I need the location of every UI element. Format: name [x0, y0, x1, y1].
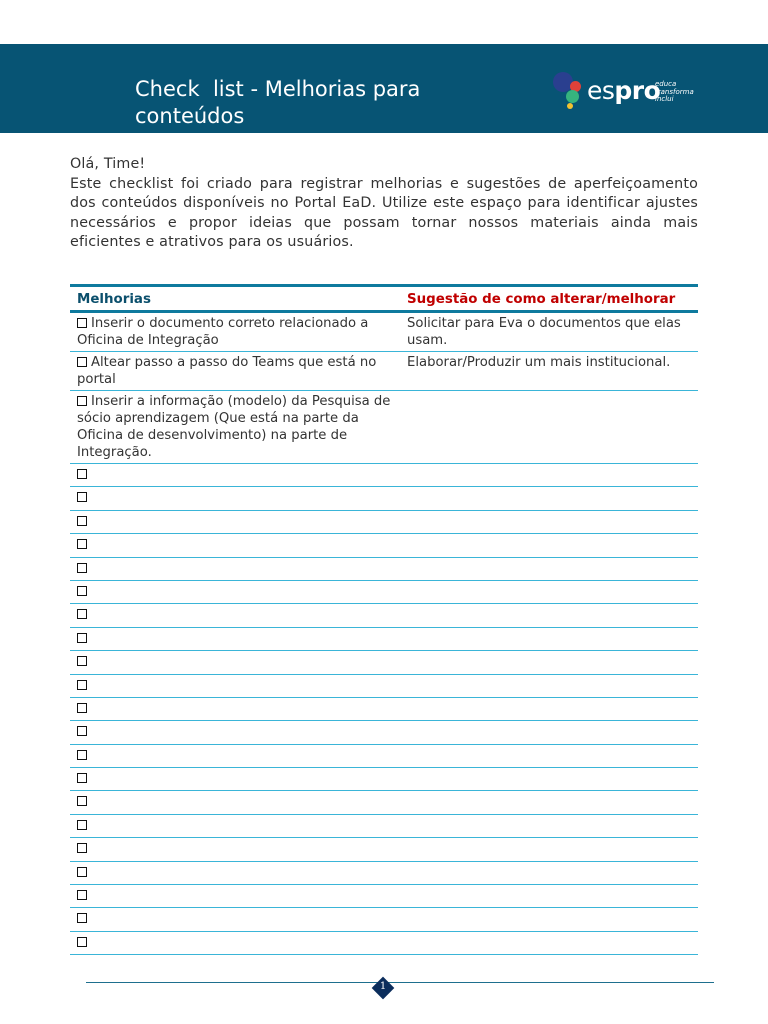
sugestao-cell	[400, 312, 698, 352]
checkbox[interactable]	[77, 843, 87, 853]
table-row-empty	[70, 861, 698, 884]
table-row-empty	[70, 931, 698, 954]
sugestao-cell	[400, 838, 698, 861]
melhoria-text: Altear passo a passo do Teams que está no portal	[77, 355, 377, 387]
page-number-badge	[372, 977, 394, 999]
sugestao-cell	[400, 814, 698, 837]
page-title: Check list - Melhorias para conteúdos	[135, 77, 428, 128]
sugestao-cell	[400, 510, 698, 533]
melhoria-cell	[70, 352, 400, 391]
checkbox[interactable]	[77, 796, 87, 806]
table-row-empty	[70, 604, 698, 627]
sugestao-cell	[400, 557, 698, 580]
table-row	[70, 391, 698, 464]
table-row-empty	[70, 487, 698, 510]
sugestao-cell	[400, 721, 698, 744]
sugestao-cell	[400, 464, 698, 487]
melhoria-cell	[70, 580, 400, 603]
sugestao-cell	[400, 931, 698, 954]
table-row	[70, 312, 698, 352]
melhoria-cell	[70, 721, 400, 744]
sugestao-cell	[400, 861, 698, 884]
checkbox[interactable]	[77, 563, 87, 573]
greeting: Olá, Time!	[70, 156, 146, 172]
table-row-empty	[70, 838, 698, 861]
checkbox[interactable]	[77, 656, 87, 666]
table-row-empty	[70, 814, 698, 837]
melhoria-cell	[70, 791, 400, 814]
checkbox[interactable]	[77, 703, 87, 713]
melhoria-cell	[70, 814, 400, 837]
table-row-empty	[70, 744, 698, 767]
table-row-empty	[70, 651, 698, 674]
intro-paragraph: Este checklist foi criado para registrar melhorias e sugestões de aperfeiçoamento dos conteúdos disponíveis no Portal EaD. Utilize este espaço para identificar ajustes necessários e propor ideias que possam tornar nossos materiais ainda mais eficientes e atrativos para os usuários.	[70, 175, 698, 251]
sugestao-cell	[400, 391, 698, 464]
sugestao-cell	[400, 651, 698, 674]
table-row-empty	[70, 791, 698, 814]
sugestao-text: Elaborar/Produzir um mais institucional.	[407, 355, 671, 370]
table-row-empty	[70, 464, 698, 487]
checkbox[interactable]	[77, 913, 87, 923]
sugestao-cell	[400, 674, 698, 697]
sugestao-cell	[400, 697, 698, 720]
melhoria-cell	[70, 312, 400, 352]
melhoria-cell	[70, 768, 400, 791]
sugestao-cell	[400, 627, 698, 650]
checkbox[interactable]	[77, 820, 87, 830]
table-row-empty	[70, 697, 698, 720]
table-row-empty	[70, 580, 698, 603]
checkbox[interactable]	[77, 609, 87, 619]
melhoria-cell	[70, 838, 400, 861]
checkbox[interactable]	[77, 516, 87, 526]
table-row-empty	[70, 721, 698, 744]
melhoria-cell	[70, 557, 400, 580]
sugestao-cell	[400, 768, 698, 791]
checkbox[interactable]	[77, 937, 87, 947]
table-row-empty	[70, 674, 698, 697]
table-row-empty	[70, 885, 698, 908]
table-row-empty	[70, 510, 698, 533]
sugestao-cell	[400, 885, 698, 908]
table-row-empty	[70, 557, 698, 580]
checkbox[interactable]	[77, 633, 87, 643]
sugestao-text: Solicitar para Eva o documentos que elas usam.	[407, 316, 681, 348]
melhoria-cell	[70, 391, 400, 464]
melhoria-cell	[70, 651, 400, 674]
sugestao-cell	[400, 908, 698, 931]
melhoria-cell	[70, 885, 400, 908]
table-row-empty	[70, 908, 698, 931]
melhoria-cell	[70, 697, 400, 720]
melhoria-cell	[70, 604, 400, 627]
melhoria-text: Inserir o documento correto relacionado a Oficina de Integração	[77, 316, 369, 348]
melhoria-cell	[70, 510, 400, 533]
header-melhorias: Melhorias	[70, 286, 400, 312]
sugestao-cell	[400, 744, 698, 767]
checkbox[interactable]	[77, 492, 87, 502]
melhoria-cell	[70, 861, 400, 884]
melhoria-cell	[70, 534, 400, 557]
logo-wordmark: espro	[587, 76, 661, 105]
sugestao-cell	[400, 604, 698, 627]
melhoria-cell	[70, 931, 400, 954]
checkbox[interactable]	[77, 396, 87, 406]
logo-dot-yellow	[567, 103, 573, 109]
sugestao-cell	[400, 791, 698, 814]
checkbox[interactable]	[77, 750, 87, 760]
checkbox[interactable]	[77, 318, 87, 328]
logo-tagline: educa transforma inclui	[655, 80, 694, 103]
table-row	[70, 352, 698, 391]
melhoria-text: Inserir a informação (modelo) da Pesquisa de sócio aprendizagem (Que está na parte da Oficina de desenvolvimento) na parte de Integração.	[77, 394, 391, 460]
improvements-checklist-table	[70, 284, 698, 955]
sugestao-cell	[400, 580, 698, 603]
melhoria-cell	[70, 908, 400, 931]
page-number: 1	[379, 981, 387, 992]
checkbox[interactable]	[77, 773, 87, 783]
espro-logo	[553, 72, 703, 112]
sugestao-cell	[400, 534, 698, 557]
melhoria-cell	[70, 744, 400, 767]
checkbox[interactable]	[77, 867, 87, 877]
checkbox[interactable]	[77, 586, 87, 596]
melhoria-cell	[70, 627, 400, 650]
table-row-empty	[70, 768, 698, 791]
intro-section	[70, 155, 698, 253]
sugestao-cell	[400, 487, 698, 510]
melhoria-cell	[70, 464, 400, 487]
melhoria-cell	[70, 487, 400, 510]
checkbox[interactable]	[77, 890, 87, 900]
table-header-row	[70, 286, 698, 312]
table-row-empty	[70, 534, 698, 557]
sugestao-cell	[400, 352, 698, 391]
checkbox[interactable]	[77, 680, 87, 690]
checkbox[interactable]	[77, 726, 87, 736]
checkbox[interactable]	[77, 469, 87, 479]
header-sugestao: Sugestão de como alterar/melhorar	[400, 286, 698, 312]
melhoria-cell	[70, 674, 400, 697]
logo-dot-green	[566, 90, 579, 103]
checkbox[interactable]	[77, 539, 87, 549]
table-row-empty	[70, 627, 698, 650]
checkbox[interactable]	[77, 357, 87, 367]
footer-divider	[86, 982, 714, 983]
